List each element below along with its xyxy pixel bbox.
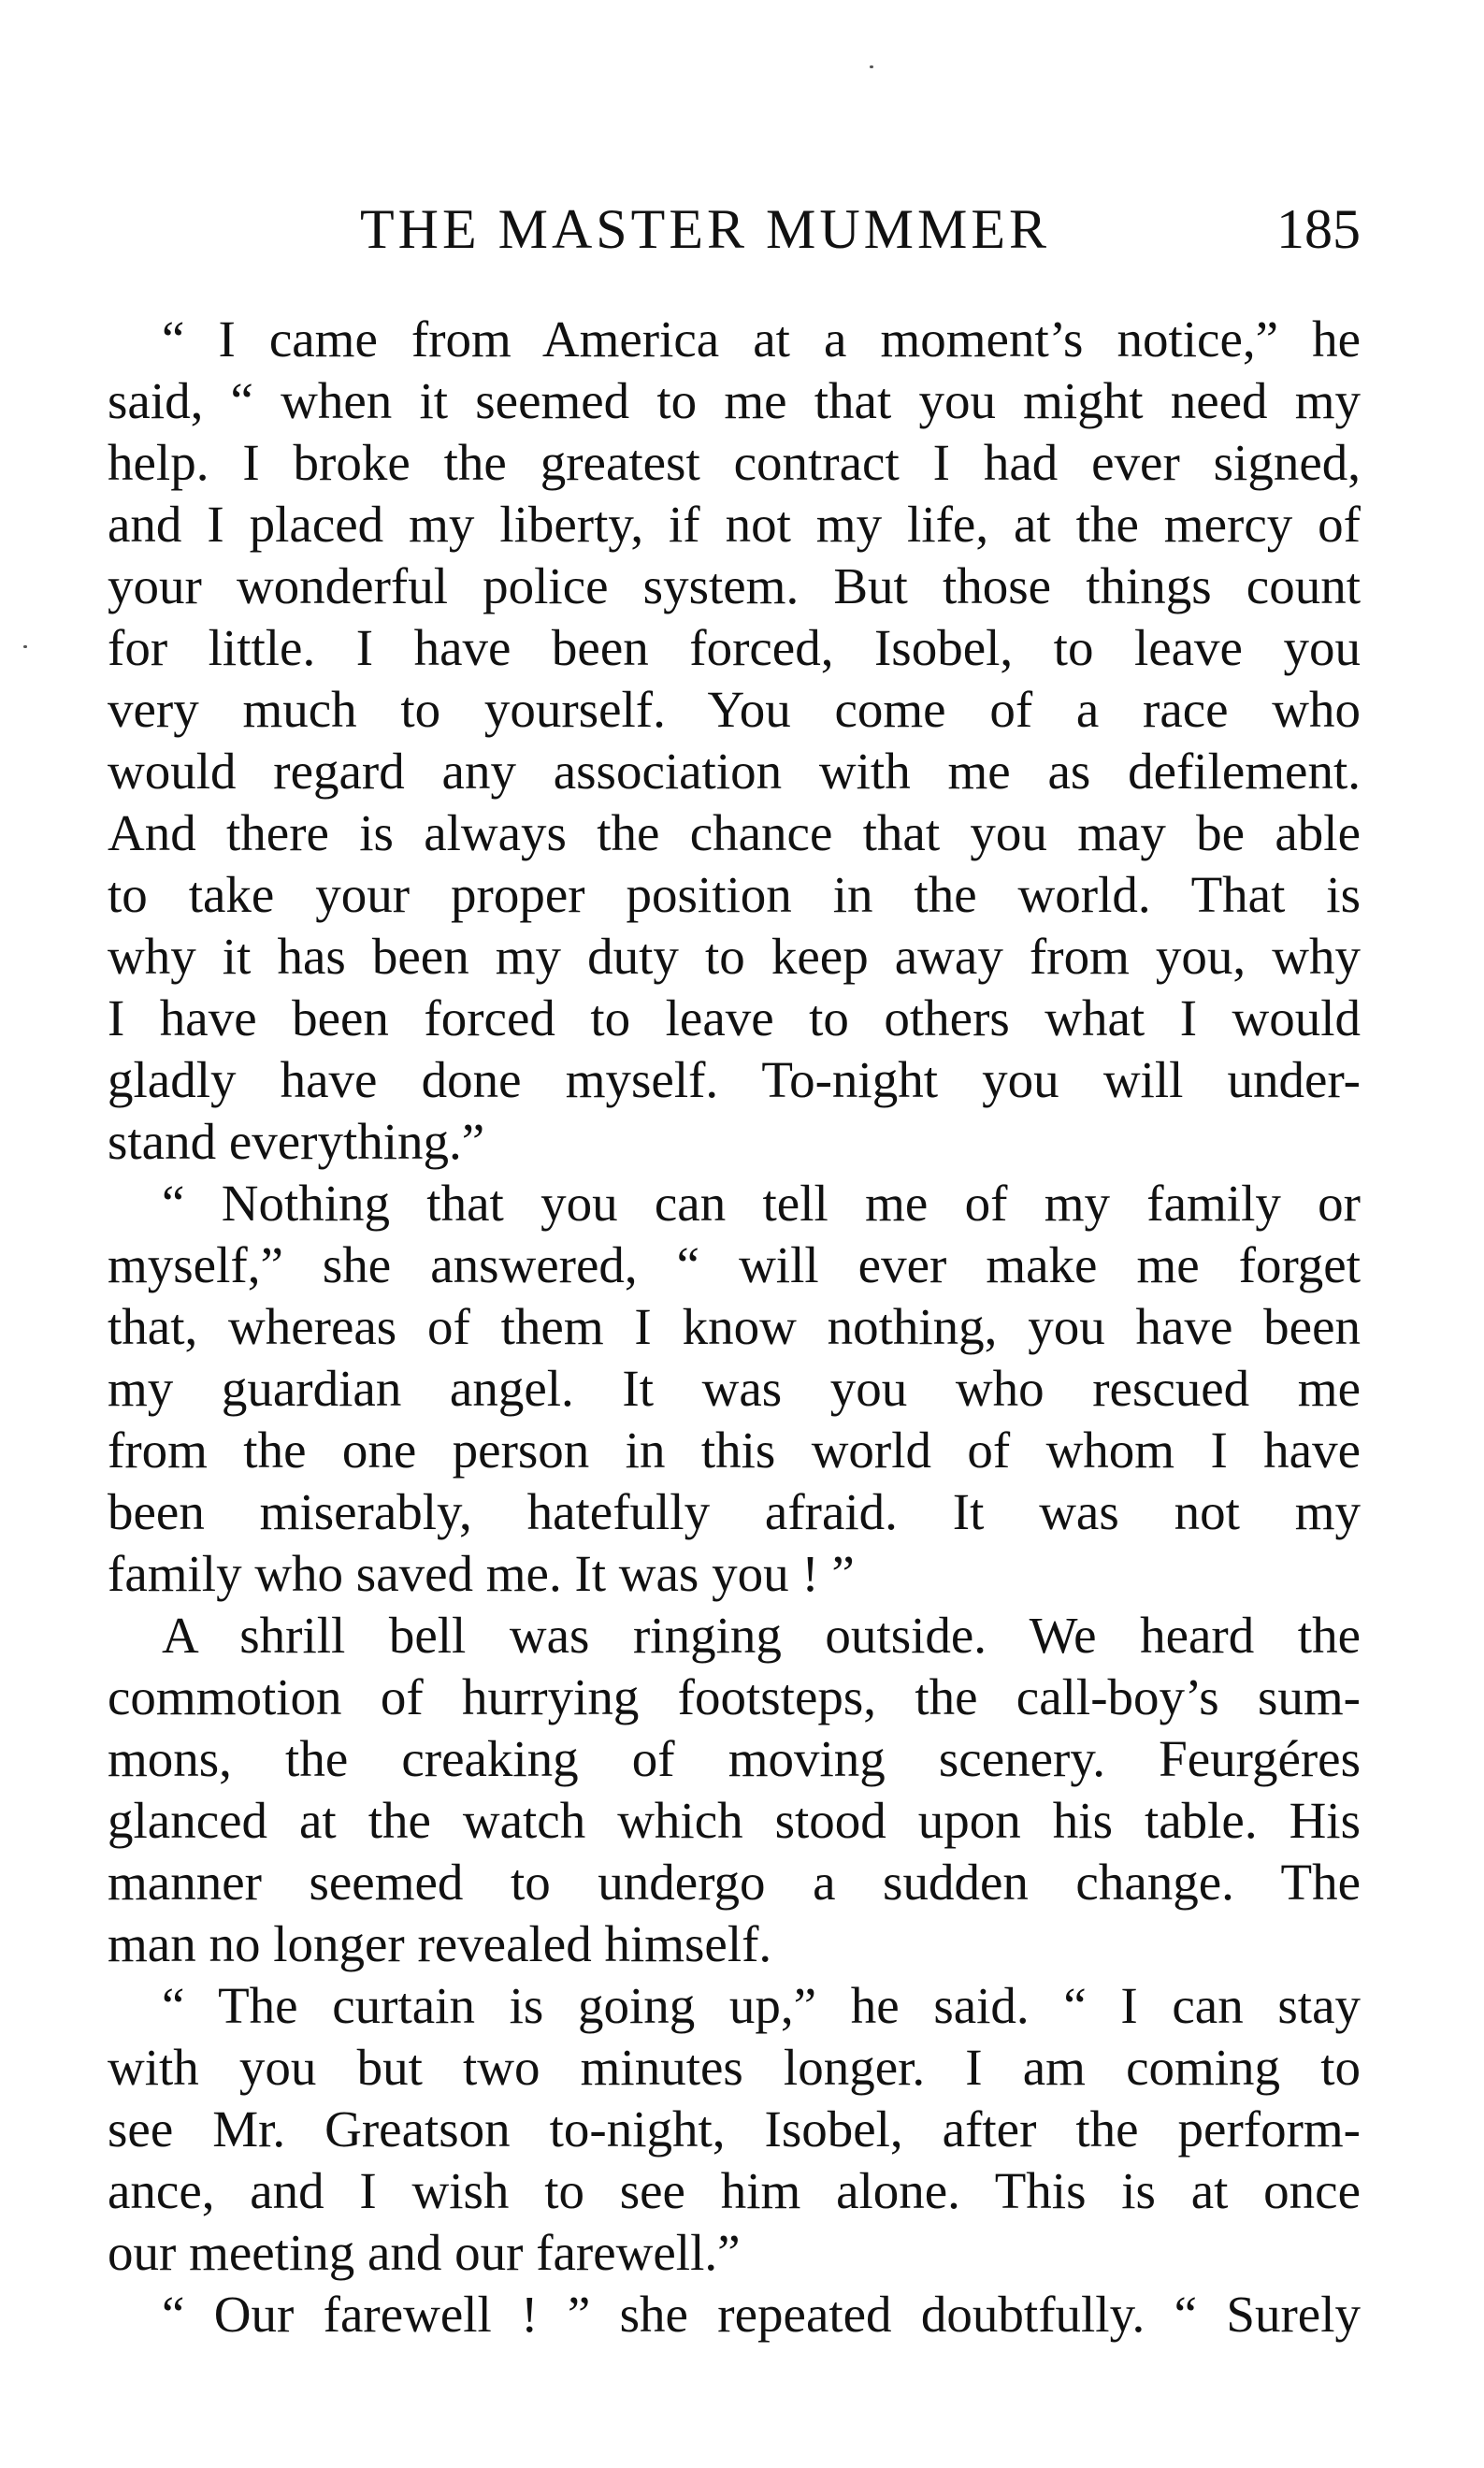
text-line: to take your proper position in the world. That is [108, 866, 1361, 923]
text-line: why it has been my duty to keep away from you, why [108, 928, 1361, 985]
text-line: and I placed my liberty, if not my life, at the mercy of [108, 496, 1361, 553]
running-title: THE MASTER MUMMER [360, 198, 1051, 260]
text-line: with you but two minutes longer. I am coming to [108, 2039, 1361, 2096]
text-line: help. I broke the greatest contract I had ever signed, [108, 434, 1361, 491]
text-line: “ Nothing that you can tell me of my family or [162, 1175, 1361, 1232]
text-line: family who saved me. It was you ! ” [108, 1545, 855, 1602]
text-line: And there is always the chance that you may be able [108, 804, 1361, 861]
text-line: myself,” she answered, “ will ever make me forget [108, 1236, 1361, 1293]
text-line: commotion of hurrying footsteps, the call-boy’s sum- [108, 1668, 1361, 1725]
text-line: your wonderful police system. But those things count [108, 557, 1361, 614]
text-line: our meeting and our farewell.” [108, 2224, 741, 2281]
text-line: would regard any association with me as defilement. [108, 743, 1361, 800]
text-line: been miserably, hatefully afraid. It was not my [108, 1483, 1361, 1540]
page-number: 185 [1276, 198, 1361, 260]
text-line: from the one person in this world of whom I have [108, 1422, 1361, 1479]
body-text [108, 309, 1361, 2345]
text-line: glanced at the watch which stood upon his table. His [108, 1792, 1361, 1849]
text-line: manner seemed to undergo a sudden change. The [108, 1854, 1361, 1911]
text-line: stand everything.” [108, 1113, 485, 1170]
text-line: ance, and I wish to see him alone. This is at once [108, 2162, 1361, 2219]
text-line: man no longer revealed himself. [108, 1915, 772, 1972]
text-line: I have been forced to leave to others what I would [108, 989, 1361, 1046]
text-line: “ Our farewell ! ” she repeated doubtfully. “ Surely [162, 2286, 1361, 2343]
text-line: my guardian angel. It was you who rescued me [108, 1360, 1361, 1417]
text-line: “ The curtain is going up,” he said. “ I can stay [162, 1977, 1361, 2034]
text-line: “ I came from America at a moment’s notice,” he [162, 310, 1361, 368]
text-line: A shrill bell was ringing outside. We heard the [162, 1607, 1361, 1664]
text-line: that, whereas of them I know nothing, you have been [108, 1298, 1361, 1355]
text-line: said, “ when it seemed to me that you might need my [108, 372, 1361, 429]
ink-speck-top [870, 65, 873, 68]
ink-speck-left [23, 645, 27, 648]
text-line: mons, the creaking of moving scenery. Feurgéres [108, 1730, 1361, 1787]
text-line: very much to yourself. You come of a race who [108, 681, 1361, 738]
text-line: see Mr. Greatson to-night, Isobel, after the perform- [108, 2100, 1361, 2158]
text-line: gladly have done myself. To-night you will under- [108, 1051, 1361, 1108]
page-header [108, 192, 1361, 267]
text-line: for little. I have been forced, Isobel, to leave you [108, 619, 1361, 676]
